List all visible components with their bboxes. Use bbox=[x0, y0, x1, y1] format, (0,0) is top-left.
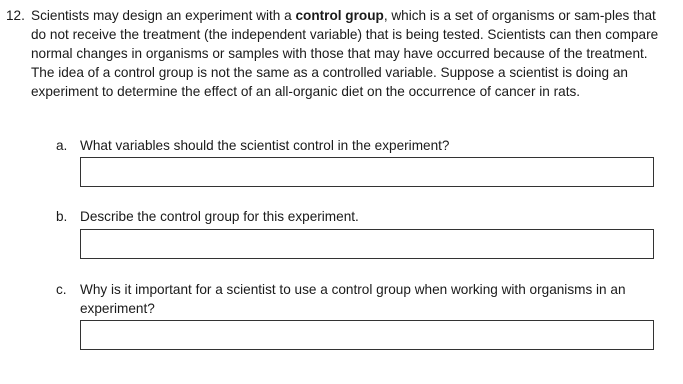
question-text-intro: Scientists may design an experiment with a bbox=[31, 8, 296, 23]
question-stem bbox=[6, 6, 676, 101]
answer-box-a[interactable] bbox=[80, 157, 654, 187]
subquestion-text: What variables should the scientist control in the experiment? bbox=[80, 138, 450, 153]
subquestion-text: Why is it important for a scientist to use a control group when working with organisms in an experiment? bbox=[80, 282, 626, 316]
subquestion-a bbox=[56, 136, 656, 155]
subquestion-c bbox=[56, 280, 656, 318]
subquestion-letter: c. bbox=[56, 282, 67, 297]
subquestion-b bbox=[56, 207, 656, 226]
subquestion-letter: b. bbox=[56, 209, 68, 224]
question-12 bbox=[6, 6, 676, 101]
answer-box-c[interactable] bbox=[80, 320, 654, 350]
question-text bbox=[31, 6, 671, 101]
answer-box-b[interactable] bbox=[80, 229, 654, 259]
subquestion-text: Describe the control group for this experiment. bbox=[80, 209, 359, 224]
question-number: 12. bbox=[6, 8, 25, 23]
question-text-body: , which is a set of organisms or sam-ples that do not receive the treatment (the independent variable) that is being tested. Scientists can then compare normal changes in organisms or samples with those that may have occurred because of the treatment. The idea of a control group is not the same as a controlled variable. Suppose a scientist is doing an experiment to determine the effect of an all-organic diet on the occurrence of cancer in rats. bbox=[31, 8, 659, 99]
control-group-term: control group bbox=[295, 8, 384, 23]
subquestion-letter: a. bbox=[56, 138, 68, 153]
